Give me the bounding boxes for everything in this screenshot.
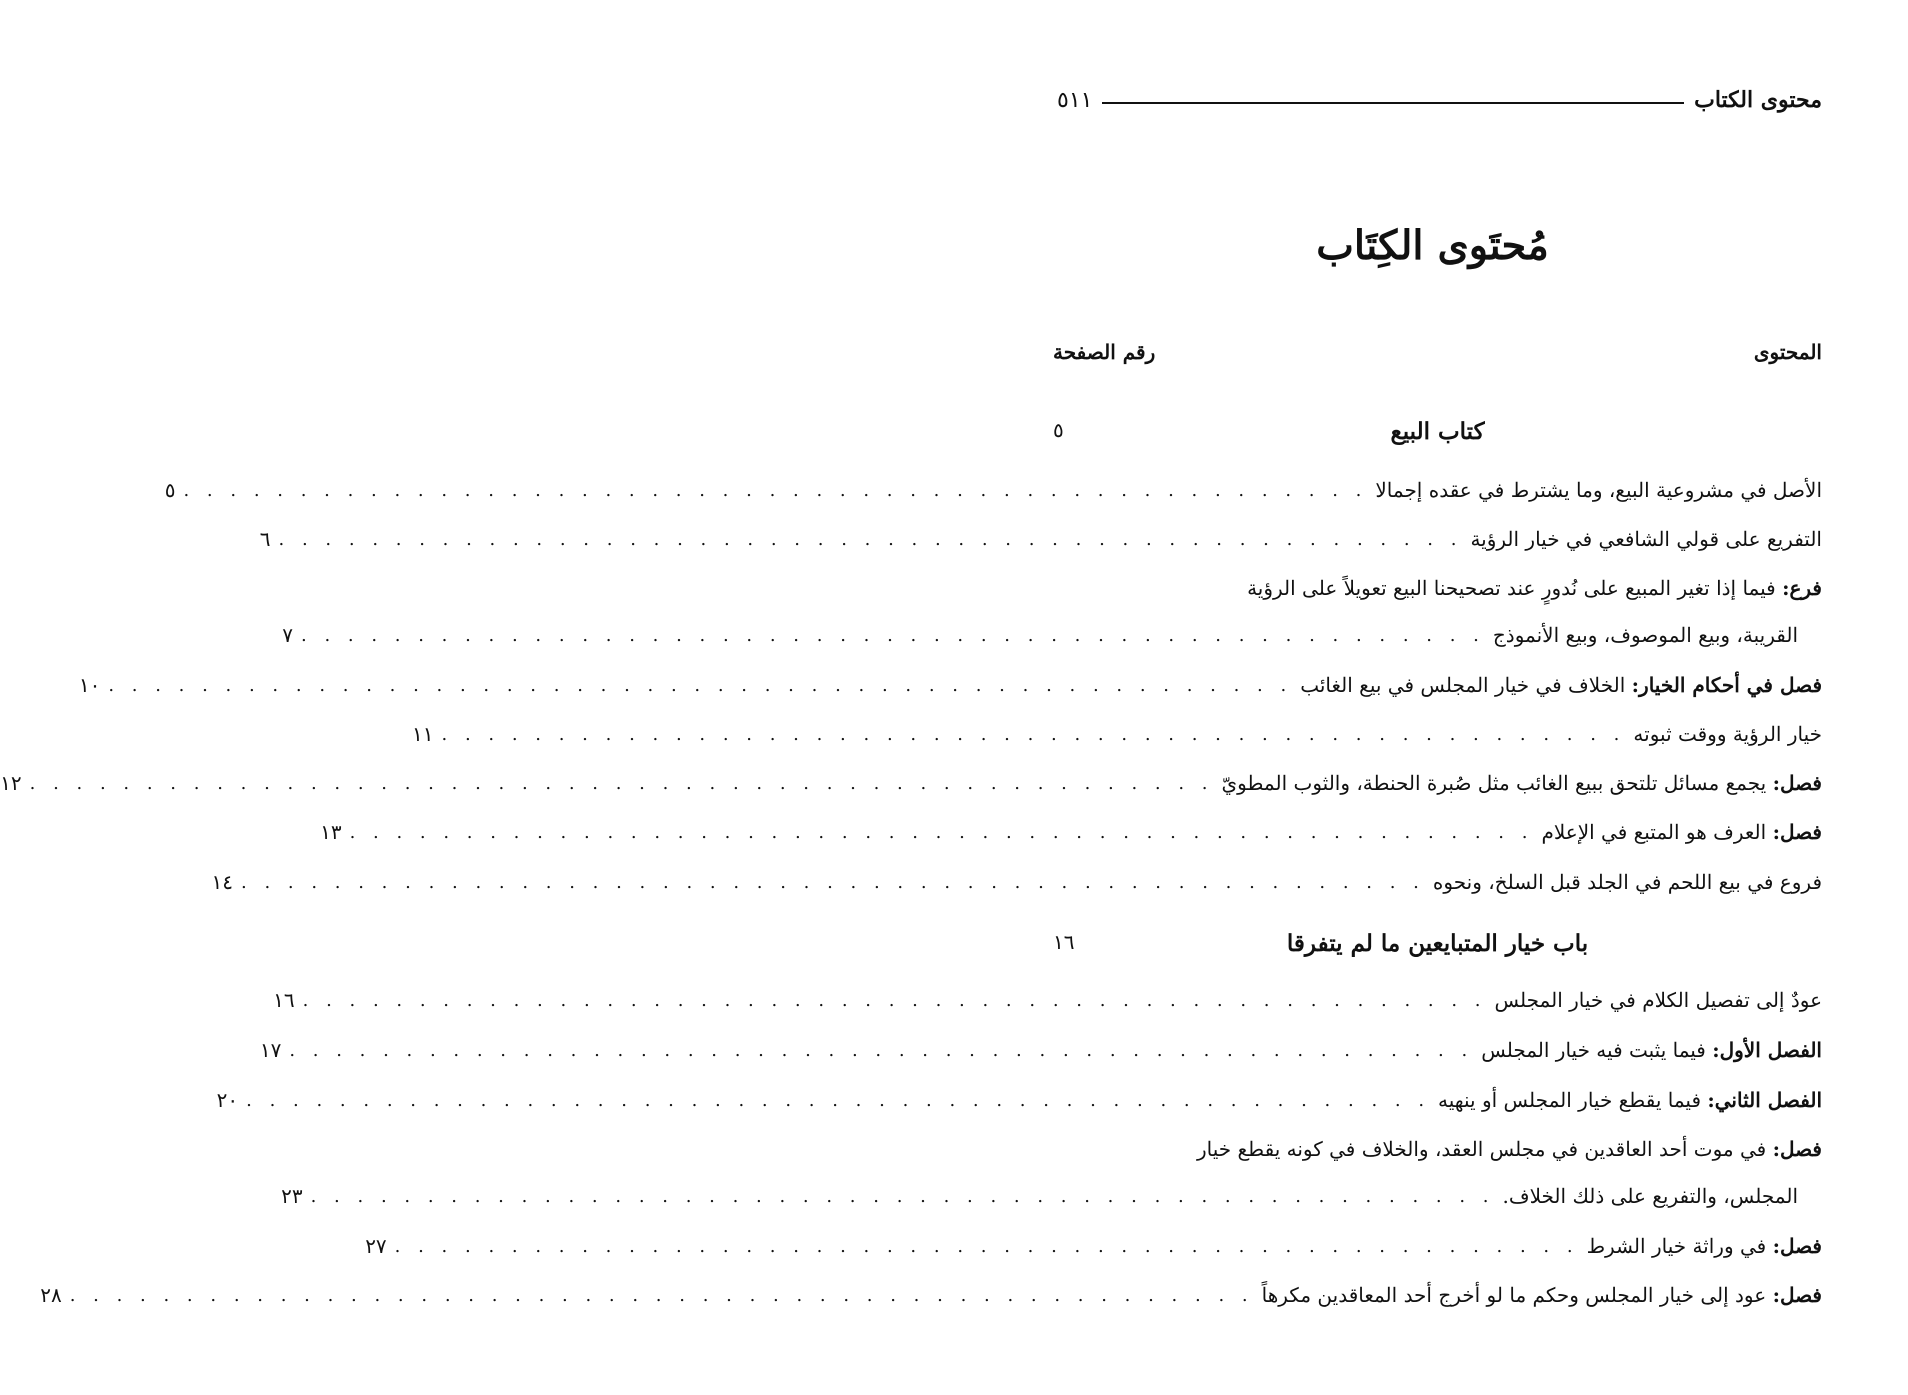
entry-body: العرف هو المتبع في الإعلام [1541,820,1767,844]
section-heading [1053,930,1822,974]
running-header [1057,80,1822,120]
leader-dots: . . . . . . . . . . . . . . . . . . . . . . . . . . . . . . . . . . . . . . . . . . . . . . . . . . . [349,821,1534,843]
entry-text [1300,673,1822,697]
entry-label: فرع: [1782,576,1822,600]
entry-page: ٢٧ [365,1234,387,1258]
leader-dots: . . . . . . . . . . . . . . . . . . . . . . . . . . . . . . . . . . . . . . . . . . . . . . . . . . . [302,989,1487,1011]
toc-entry [211,861,1822,903]
entry-page: ٢٠ [216,1088,239,1112]
entry-label: فصل: [1772,1137,1822,1161]
entry-text: فروع في بيع اللحم في الجلد قبل السلخ، ونحوه [1432,870,1822,894]
toc-entry [0,762,1822,804]
entry-page: ٧ [282,623,293,647]
leader-dots: . . . . . . . . . . . . . . . . . . . . . . . . . . . . . . . . . . . . . . . . . . . . . . . . . . . [69,1284,1254,1306]
page-title: مُحتَوى الكِتَاب [1316,222,1549,269]
entry-text: خيار الرؤية ووقت ثبوته [1633,722,1822,746]
leader-dots: . . . . . . . . . . . . . . . . . . . . . . . . . . . . . . . . . . . . . . . . . . . . . . . . . . . [108,674,1293,696]
entry-text [1197,1137,1822,1161]
section-page: ٥ [1053,418,1064,442]
section-heading [1053,418,1822,462]
entry-page: ٥ [164,478,176,502]
entry-continuation: المجلس، والتفريع على ذلك الخلاف. [1502,1184,1798,1208]
column-header-page: رقم الصفحة [1053,340,1156,364]
entry-page: ٢٨ [40,1283,62,1307]
toc-entry [216,1079,1822,1121]
section-page: ١٦ [1053,930,1075,954]
toc-entry [281,1175,1822,1217]
entry-text [1222,771,1822,795]
entry-body: في وراثة خيار الشرط [1586,1234,1767,1258]
entry-page: ١٧ [259,1038,282,1062]
entry-page: ١١ [412,722,434,746]
toc-entry [273,979,1822,1021]
leader-dots: . . . . . . . . . . . . . . . . . . . . . . . . . . . . . . . . . . . . . . . . . . . . . . . . . . . [301,624,1485,646]
entry-body: فيما يقطع خيار المجلس أو ينهيه [1438,1088,1702,1112]
entry-text [1541,820,1822,844]
column-header-content: المحتوى [1753,340,1822,364]
entry-page: ١٦ [273,988,295,1012]
entry-body: فيما إذا تغير المبيع على نُدورٍ عند تصحيحنا البيع تعويلاً على الرؤية [1247,576,1776,600]
running-title: محتوى الكتاب [1694,87,1822,113]
entry-text [1262,1283,1822,1307]
entry-body: يجمع مسائل تلتحق ببيع الغائب مثل صُبرة الحنطة، والثوب المطويّ [1221,771,1767,795]
toc-entry-first-line [1117,1128,1822,1170]
entry-body: الخلاف في خيار المجلس في بيع الغائب [1300,673,1626,697]
entry-text [1438,1088,1822,1112]
entry-page: ٦ [259,527,271,551]
entry-page: ١٠ [78,673,101,697]
entry-text [1247,576,1822,600]
leader-dots: . . . . . . . . . . . . . . . . . . . . . . . . . . . . . . . . . . . . . . . . . . . . . . . . . . . [310,1185,1495,1207]
entry-label: الفصل الثاني: [1707,1088,1822,1112]
entry-page: ٢٣ [281,1184,303,1208]
entry-text: التفريع على قولي الشافعي في خيار الرؤية [1470,527,1822,551]
toc-entry [259,518,1822,560]
toc-entry [259,1029,1822,1071]
leader-dots: . . . . . . . . . . . . . . . . . . . . . . . . . . . . . . . . . . . . . . . . . . . . . . . . . . . [29,772,1214,794]
leader-dots: . . . . . . . . . . . . . . . . . . . . . . . . . . . . . . . . . . . . . . . . . . . . . . . . . . . [241,871,1425,893]
entry-body: فيما يثبت فيه خيار المجلس [1481,1038,1706,1062]
entry-label: الفصل الأول: [1712,1038,1822,1062]
entry-text: عودٌ إلى تفصيل الكلام في خيار المجلس [1494,988,1822,1012]
toc-entry [164,469,1822,511]
entry-body: عود إلى خيار المجلس وحكم ما لو أخرج أحد المعاقدين مكرهاً [1261,1283,1767,1307]
toc-entry-first-line [1117,567,1822,609]
entry-label: فصل: [1772,771,1822,795]
leader-dots: . . . . . . . . . . . . . . . . . . . . . . . . . . . . . . . . . . . . . . . . . . . . . . . . . . . [278,528,1463,550]
leader-dots: . . . . . . . . . . . . . . . . . . . . . . . . . . . . . . . . . . . . . . . . . . . . . . . . . . . [246,1089,1431,1111]
toc-entry [78,664,1822,706]
entry-label: فصل في أحكام الخيار: [1631,673,1822,697]
leader-dots: . . . . . . . . . . . . . . . . . . . . . . . . . . . . . . . . . . . . . . . . . . . . . . . . . . . [289,1039,1474,1061]
entry-text [1481,1038,1822,1062]
entry-label: فصل: [1772,820,1822,844]
entry-page: ١٤ [211,870,234,894]
leader-dots: . . . . . . . . . . . . . . . . . . . . . . . . . . . . . . . . . . . . . . . . . . . . . . . . . . . [394,1235,1579,1257]
entry-text [1587,1234,1822,1258]
entry-page: ١٣ [320,820,342,844]
entry-label: فصل: [1772,1283,1822,1307]
entry-text: الأصل في مشروعية البيع، وما يشترط في عقده إجمالا [1375,478,1822,502]
toc-entry [320,811,1822,853]
section-title: كتاب البيع [1390,418,1485,445]
leader-dots: . . . . . . . . . . . . . . . . . . . . . . . . . . . . . . . . . . . . . . . . . . . . . . . . . . . [441,723,1626,745]
section-title: باب خيار المتبايعين ما لم يتفرقا [1286,930,1589,957]
leader-dots: . . . . . . . . . . . . . . . . . . . . . . . . . . . . . . . . . . . . . . . . . . . . . . . . . . . [183,479,1368,501]
toc-entry [365,1225,1822,1267]
toc-entry [282,614,1822,656]
toc-entry [40,1274,1822,1316]
entry-label: فصل: [1772,1234,1822,1258]
entry-body: في موت أحد العاقدين في مجلس العقد، والخلاف في كونه يقطع خيار [1197,1137,1767,1161]
page-number: ٥١١ [1057,87,1093,113]
entry-page: ١٢ [0,771,22,795]
toc-entry [412,713,1822,755]
entry-continuation: القريبة، وبيع الموصوف، وبيع الأنموذج [1492,623,1798,647]
header-rule [1102,102,1684,104]
